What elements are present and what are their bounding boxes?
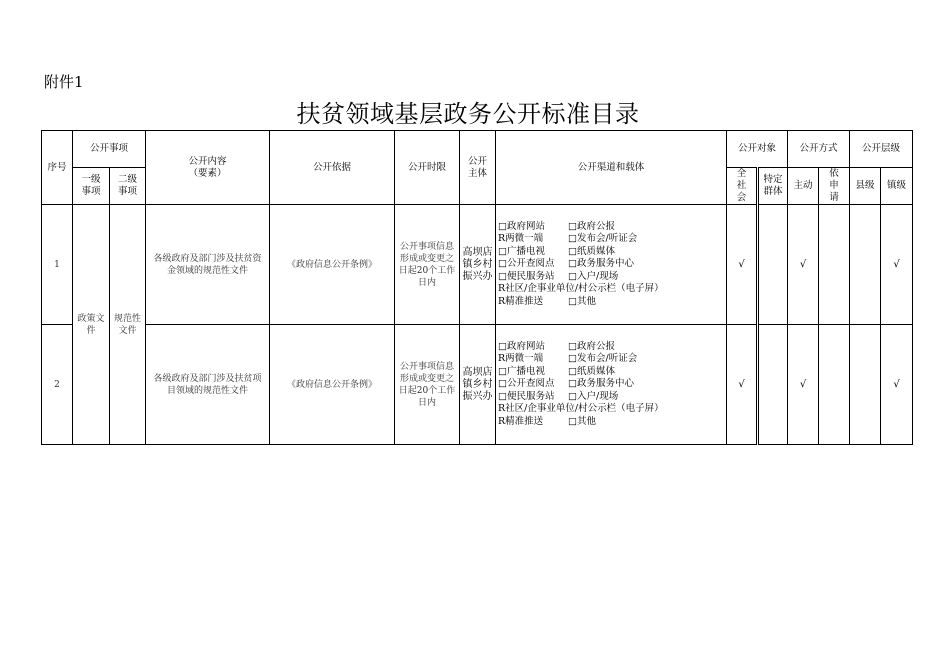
- header-level: 公开层级: [850, 131, 913, 168]
- header-target-all: 全社会: [727, 168, 758, 205]
- table-row: [42, 205, 913, 325]
- row-time-limit: 公开事项信息形成或变更之日起20个工作日内: [395, 325, 460, 445]
- header-subject: 公开主体: [460, 131, 496, 205]
- channel-line: R两微一端 □发布会/听证会: [498, 353, 638, 365]
- row-subject: 高坝店镇乡村振兴办: [460, 325, 496, 445]
- header-content: 公开内容 （要素）: [146, 131, 270, 205]
- check-method-request: [819, 205, 850, 325]
- header-matter: 公开事项: [73, 131, 146, 168]
- header-level2: 二级事项: [110, 168, 146, 205]
- channel-line: □便民服务站 □入户/现场: [498, 270, 619, 282]
- header-method-active: 主动: [788, 168, 819, 205]
- check-level-county: [850, 205, 881, 325]
- channel-line: R精准推送 □其他: [498, 415, 596, 427]
- check-method-active: √: [788, 205, 819, 325]
- header-level-town: 镇级: [881, 168, 913, 205]
- header-target-specific: 特定群体: [758, 168, 788, 205]
- channel-line: □便民服务站 □入户/现场: [498, 390, 619, 402]
- level1-matter: 政策文件: [73, 205, 110, 445]
- row-channels: [496, 205, 727, 325]
- check-target-all: √: [727, 325, 758, 445]
- check-method-active: √: [788, 325, 819, 445]
- page-title: 扶贫领域基层政务公开标准目录: [296, 100, 640, 128]
- header-level-county: 县级: [850, 168, 881, 205]
- check-level-town: √: [881, 205, 913, 325]
- check-target-specific: [758, 325, 788, 445]
- row-subject: 高坝店镇乡村振兴办: [460, 205, 496, 325]
- row-content: 各级政府及部门涉及扶贫项目领域的规范性文件: [146, 325, 270, 445]
- row-basis: 《政府信息公开条例》: [270, 325, 395, 445]
- header-channels: 公开渠道和载体: [496, 131, 727, 205]
- header-basis: 公开依据: [270, 131, 395, 205]
- check-level-town: √: [881, 325, 913, 445]
- level2-matter: 规范性文件: [110, 205, 146, 445]
- check-target-specific: [758, 205, 788, 325]
- header-time-limit: 公开时限: [395, 131, 460, 205]
- channel-line: □政府网站 □政府公报: [498, 341, 615, 353]
- header-seq: 序号: [42, 131, 73, 205]
- channel-line: R精准推送 □其他: [498, 295, 596, 307]
- header-method-request: 依申请: [819, 168, 850, 205]
- header-method: 公开方式: [788, 131, 850, 168]
- standard-catalog-table: [41, 130, 913, 445]
- channel-line: R社区/企事业单位/村公示栏（电子屏）: [498, 283, 664, 295]
- header-target: 公开对象: [727, 131, 788, 168]
- channel-line: □公开查阅点 □政务服务中心: [498, 258, 634, 270]
- table-row: [42, 325, 913, 445]
- attachment-label: 附件1: [44, 73, 84, 91]
- channel-line: □广播电视 □纸质媒体: [498, 245, 615, 257]
- row-channels: [496, 325, 727, 445]
- row-time-limit: 公开事项信息形成或变更之日起20个工作日内: [395, 205, 460, 325]
- row-content: 各级政府及部门涉及扶贫资金领域的规范性文件: [146, 205, 270, 325]
- header-level1: 一级事项: [73, 168, 110, 205]
- channel-line: R两微一端 □发布会/听证会: [498, 233, 638, 245]
- channel-line: □公开查阅点 □政务服务中心: [498, 378, 634, 390]
- row-seq: 1: [42, 205, 73, 325]
- check-level-county: [850, 325, 881, 445]
- row-basis: 《政府信息公开条例》: [270, 205, 395, 325]
- check-target-all: √: [727, 205, 758, 325]
- row-seq: 2: [42, 325, 73, 445]
- check-method-request: [819, 325, 850, 445]
- channel-line: □政府网站 □政府公报: [498, 221, 615, 233]
- channel-line: R社区/企事业单位/村公示栏（电子屏）: [498, 403, 664, 415]
- channel-line: □广播电视 □纸质媒体: [498, 365, 615, 377]
